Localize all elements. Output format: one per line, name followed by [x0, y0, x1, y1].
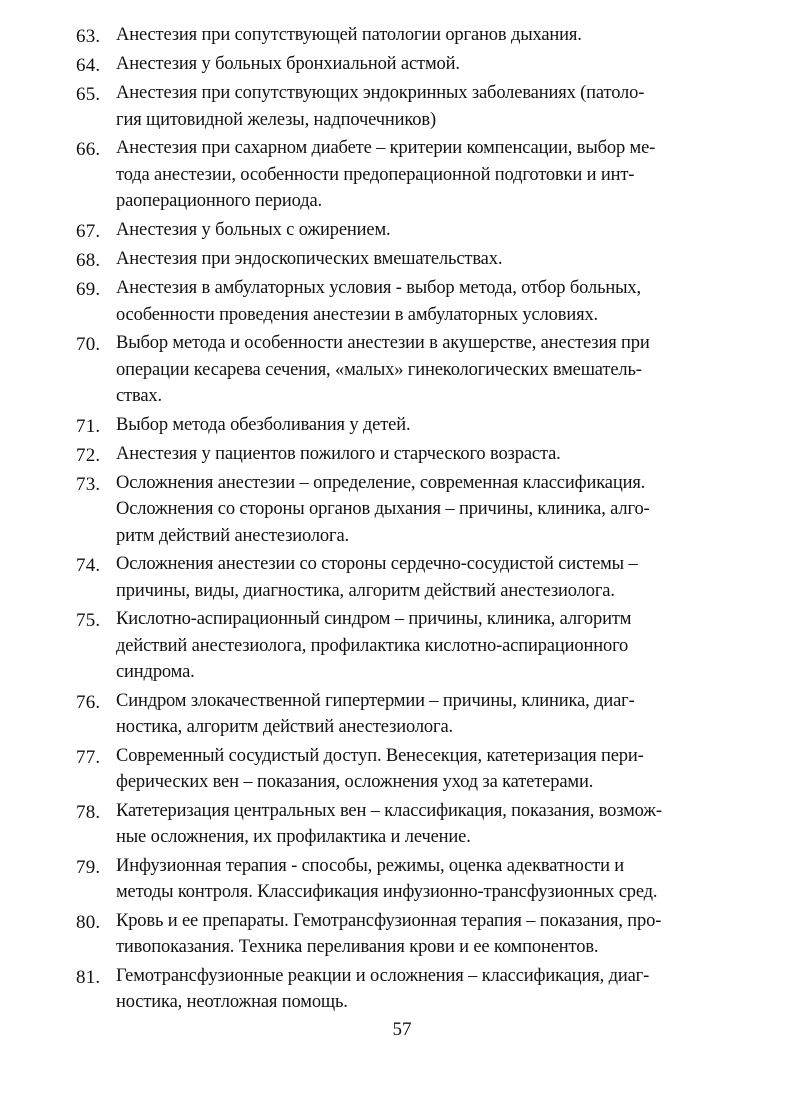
- question-number: 74.: [76, 555, 101, 577]
- question-text-line: Осложнения со стороны органов дыхания – причины, клиника, алго-: [116, 499, 650, 520]
- question-number: 75.: [76, 610, 101, 632]
- question-text-line: синдрома.: [116, 662, 195, 683]
- question-text: [116, 963, 730, 1016]
- question-number: 73.: [76, 473, 101, 495]
- question-number: 76.: [76, 691, 101, 713]
- question-text: [116, 246, 730, 272]
- question-number: 70.: [76, 334, 101, 356]
- question-text-line: ферических вен – показания, осложнения уход за катетерами.: [116, 772, 594, 793]
- question-text-line: методы контроля. Классификация инфузионно-трансфузионных сред.: [116, 882, 658, 903]
- question-text: [116, 330, 730, 409]
- question-text-line: Осложнения анестезии – определение, современная классификация.: [116, 472, 646, 493]
- question-number: 80.: [76, 911, 101, 933]
- question-text-line: Современный сосудистый доступ. Венесекция, катетеризация пери-: [116, 745, 644, 766]
- question-item: [76, 330, 730, 409]
- question-text-line: Осложнения анестезии со стороны сердечно-сосудистой системы –: [116, 554, 638, 575]
- question-item: [76, 80, 730, 133]
- question-number: 68.: [76, 249, 101, 271]
- question-item: [76, 853, 730, 906]
- question-text-line: Анестезия в амбулаторных условия - выбор метода, отбор больных,: [116, 278, 641, 299]
- question-number: 64.: [76, 55, 101, 77]
- question-text-line: Кровь и ее препараты. Гемотрансфузионная терапия – показания, про-: [116, 910, 662, 931]
- question-text: [116, 798, 730, 851]
- question-text-line: действий анестезиолога, профилактика кислотно-аспирационного: [116, 635, 629, 656]
- question-text-line: особенности проведения анестезии в амбулаторных условиях.: [116, 304, 599, 325]
- question-item: [76, 217, 730, 244]
- question-text-line: Анестезия при сопутствующей патологии органов дыхания.: [116, 25, 582, 45]
- question-text-line: Выбор метода обезболивания у детей.: [116, 414, 411, 435]
- question-item: [76, 22, 730, 49]
- question-number: 72.: [76, 444, 101, 466]
- question-text-line: тода анестезии, особенности предоперационной подготовки и инт-: [116, 164, 635, 185]
- question-text-line: операции кесарева сечения, «малых» гинекологических вмешатель-: [116, 359, 642, 380]
- question-text-line: Выбор метода и особенности анестезии в акушерстве, анестезия при: [116, 333, 650, 354]
- question-text-line: Анестезия при эндоскопических вмешательствах.: [116, 248, 503, 269]
- page-number: 57: [392, 1019, 412, 1040]
- question-text-line: Анестезия у пациентов пожилого и старческого возраста.: [116, 443, 561, 464]
- question-item: [76, 688, 730, 741]
- question-text: [116, 743, 730, 796]
- question-text-line: раоперационного периода.: [116, 191, 323, 212]
- question-number: 78.: [76, 801, 101, 823]
- question-text: [116, 51, 730, 77]
- question-text: [116, 412, 730, 438]
- question-text-line: ные осложнения, их профилактика и лечение.: [116, 827, 471, 848]
- question-item: [76, 470, 730, 549]
- question-item: [76, 606, 730, 685]
- question-text-line: Инфузионная терапия - способы, режимы, оценка адекватности и: [116, 855, 625, 876]
- question-item: [76, 963, 730, 1016]
- question-text: [116, 853, 730, 906]
- question-text: [116, 275, 730, 328]
- question-text-line: Синдром злокачественной гипертермии – причины, клиника, диаг-: [116, 690, 635, 711]
- question-text-line: Анестезия при сопутствующих эндокринных заболеваниях (патоло-: [116, 83, 645, 104]
- question-text-line: Кислотно-аспирационный синдром – причины, клиника, алгоритм: [116, 609, 632, 630]
- question-text-line: Гемотрансфузионные реакции и осложнения – классификация, диаг-: [116, 965, 650, 986]
- question-item: [76, 551, 730, 604]
- question-number: 69.: [76, 279, 101, 301]
- question-number: 66.: [76, 139, 101, 161]
- question-text-line: тивопоказания. Техника переливания крови и ее компонентов.: [116, 937, 599, 958]
- question-text: [116, 606, 730, 685]
- question-number: 77.: [76, 746, 101, 768]
- question-item: [76, 441, 730, 468]
- question-text: [116, 217, 730, 243]
- question-text-line: ностика, неотложная помощь.: [116, 992, 348, 1013]
- question-text-line: ностика, алгоритм действий анестезиолога.: [116, 717, 453, 738]
- question-text-line: ритм действий анестезиолога.: [116, 525, 349, 546]
- question-text: [116, 135, 730, 214]
- question-number: 65.: [76, 84, 101, 106]
- question-text: [116, 908, 730, 961]
- question-text-line: гия щитовидной железы, надпочечников): [116, 109, 436, 130]
- question-text: [116, 688, 730, 741]
- question-text: [116, 470, 730, 549]
- question-item: [76, 275, 730, 328]
- question-number: 71.: [76, 415, 101, 437]
- question-item: [76, 743, 730, 796]
- question-text: [116, 441, 730, 467]
- question-text-line: Анестезия у больных бронхиальной астмой.: [116, 54, 460, 75]
- question-item: [76, 412, 730, 439]
- question-text: [116, 22, 730, 48]
- question-text-line: Катетеризация центральных вен – классификация, показания, возмож-: [116, 800, 662, 821]
- question-item: [76, 51, 730, 78]
- question-number: 67.: [76, 220, 101, 242]
- question-text-line: причины, виды, диагностика, алгоритм действий анестезиолога.: [116, 580, 615, 601]
- question-item: [76, 798, 730, 851]
- question-text-line: Анестезия при сахарном диабете – критерии компенсации, выбор ме-: [116, 138, 656, 159]
- question-number: 63.: [76, 26, 101, 47]
- question-number: 79.: [76, 856, 101, 878]
- question-text-line: ствах.: [116, 385, 162, 406]
- question-text-line: Анестезия у больных с ожирением.: [116, 219, 391, 240]
- question-text: [116, 80, 730, 133]
- exam-question-list: [76, 22, 730, 1018]
- question-text: [116, 551, 730, 604]
- question-item: [76, 135, 730, 214]
- question-item: [76, 246, 730, 273]
- question-number: 81.: [76, 966, 101, 988]
- question-item: [76, 908, 730, 961]
